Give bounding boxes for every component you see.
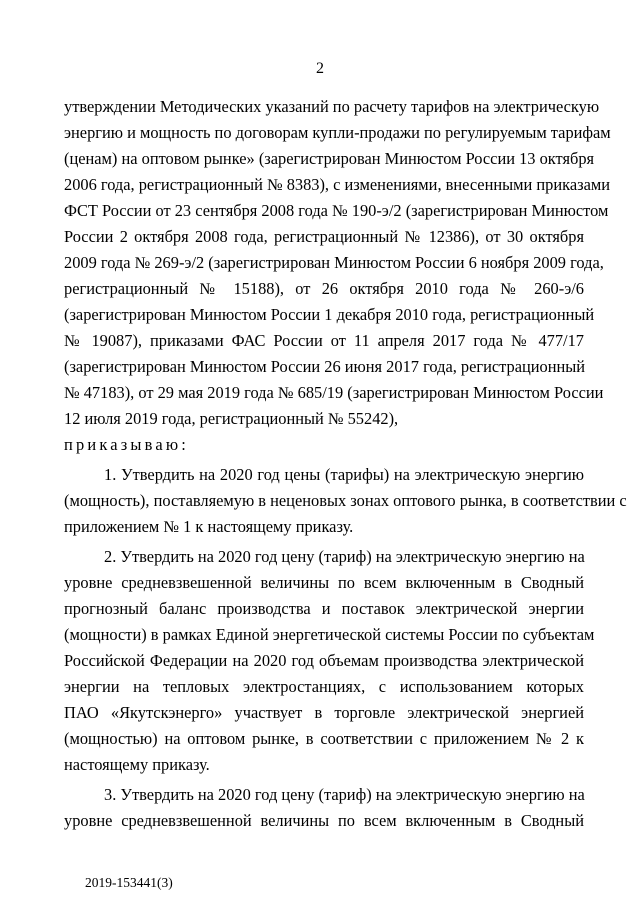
item-1-paragraph (64, 462, 627, 540)
text-line: (мощностью) на оптовом рынке, в соответствии с приложением № 2 к (64, 729, 584, 748)
text-line: ФСТ России от 23 сентября 2008 года № 190-э/2 (зарегистрирован Минюстом (64, 201, 609, 220)
text-line: 2009 года № 269-э/2 (зарегистрирован Минюстом России 6 ноября 2009 года, (64, 253, 604, 272)
text-line: (мощности) в рамках Единой энергетической системы России по субъектам (64, 625, 595, 644)
document-code: 2019-153441(3) (85, 875, 173, 890)
text-line: приложением № 1 к настоящему приказу. (64, 517, 354, 536)
text-line: № 19087), приказами ФАС России от 11 апреля 2017 года № 477/17 (64, 331, 584, 350)
text-line: Российской Федерации на 2020 год объемам производства электрической (64, 651, 584, 670)
text-line: ПАО «Якутскэнерго» участвует в торговле электрической энергией (64, 703, 584, 722)
text-line: уровне средневзвешенной величины по всем включенным в Сводный (64, 811, 584, 830)
text-line: № 47183), от 29 мая 2019 года № 685/19 (зарегистрирован Минюстом России (64, 383, 604, 402)
text-line: 12 июля 2019 года, регистрационный № 55242), (64, 409, 399, 428)
text-line: (мощность), поставляемую в неценовых зонах оптового рынка, в соответствии с (64, 491, 627, 510)
text-line: настоящему приказу. (64, 755, 210, 774)
document-body (64, 94, 627, 834)
text-line: (ценам) на оптовом рынке» (зарегистрирован Минюстом России 13 октября (64, 149, 595, 168)
page-number: 2 (316, 60, 324, 77)
text-line: утверждении Методических указаний по расчету тарифов на электрическую (64, 97, 600, 116)
text-line: (зарегистрирован Минюстом России 26 июня 2017 года, регистрационный (64, 357, 586, 376)
item-3-paragraph (64, 782, 584, 834)
item-2-paragraph (64, 544, 595, 778)
text-line: регистрационный № 15188), от 26 октября 2010 года № 260-э/6 (64, 279, 584, 298)
order-word: приказываю: (64, 435, 190, 454)
text-line: 3. Утвердить на 2020 год цену (тариф) на электрическую энергию на (104, 785, 585, 804)
text-line: 2. Утвердить на 2020 год цену (тариф) на электрическую энергию на (104, 547, 585, 566)
preamble-paragraph (64, 94, 611, 432)
text-line: энергии на тепловых электростанциях, с использованием которых (64, 677, 584, 696)
text-line: 2006 года, регистрационный № 8383), с изменениями, внесенными приказами (64, 175, 610, 194)
text-line: прогнозный баланс производства и поставок электрической энергии (64, 599, 584, 618)
text-line: (зарегистрирован Минюстом России 1 декабря 2010 года, регистрационный (64, 305, 595, 324)
text-line: 1. Утвердить на 2020 год цены (тарифы) на электрическую энергию (104, 465, 584, 484)
text-line: России 2 октября 2008 года, регистрационный № 12386), от 30 октября (64, 227, 584, 246)
text-line: уровне средневзвешенной величины по всем включенным в Сводный (64, 573, 584, 592)
text-line: энергию и мощность по договорам купли-продажи по регулируемым тарифам (64, 123, 611, 142)
